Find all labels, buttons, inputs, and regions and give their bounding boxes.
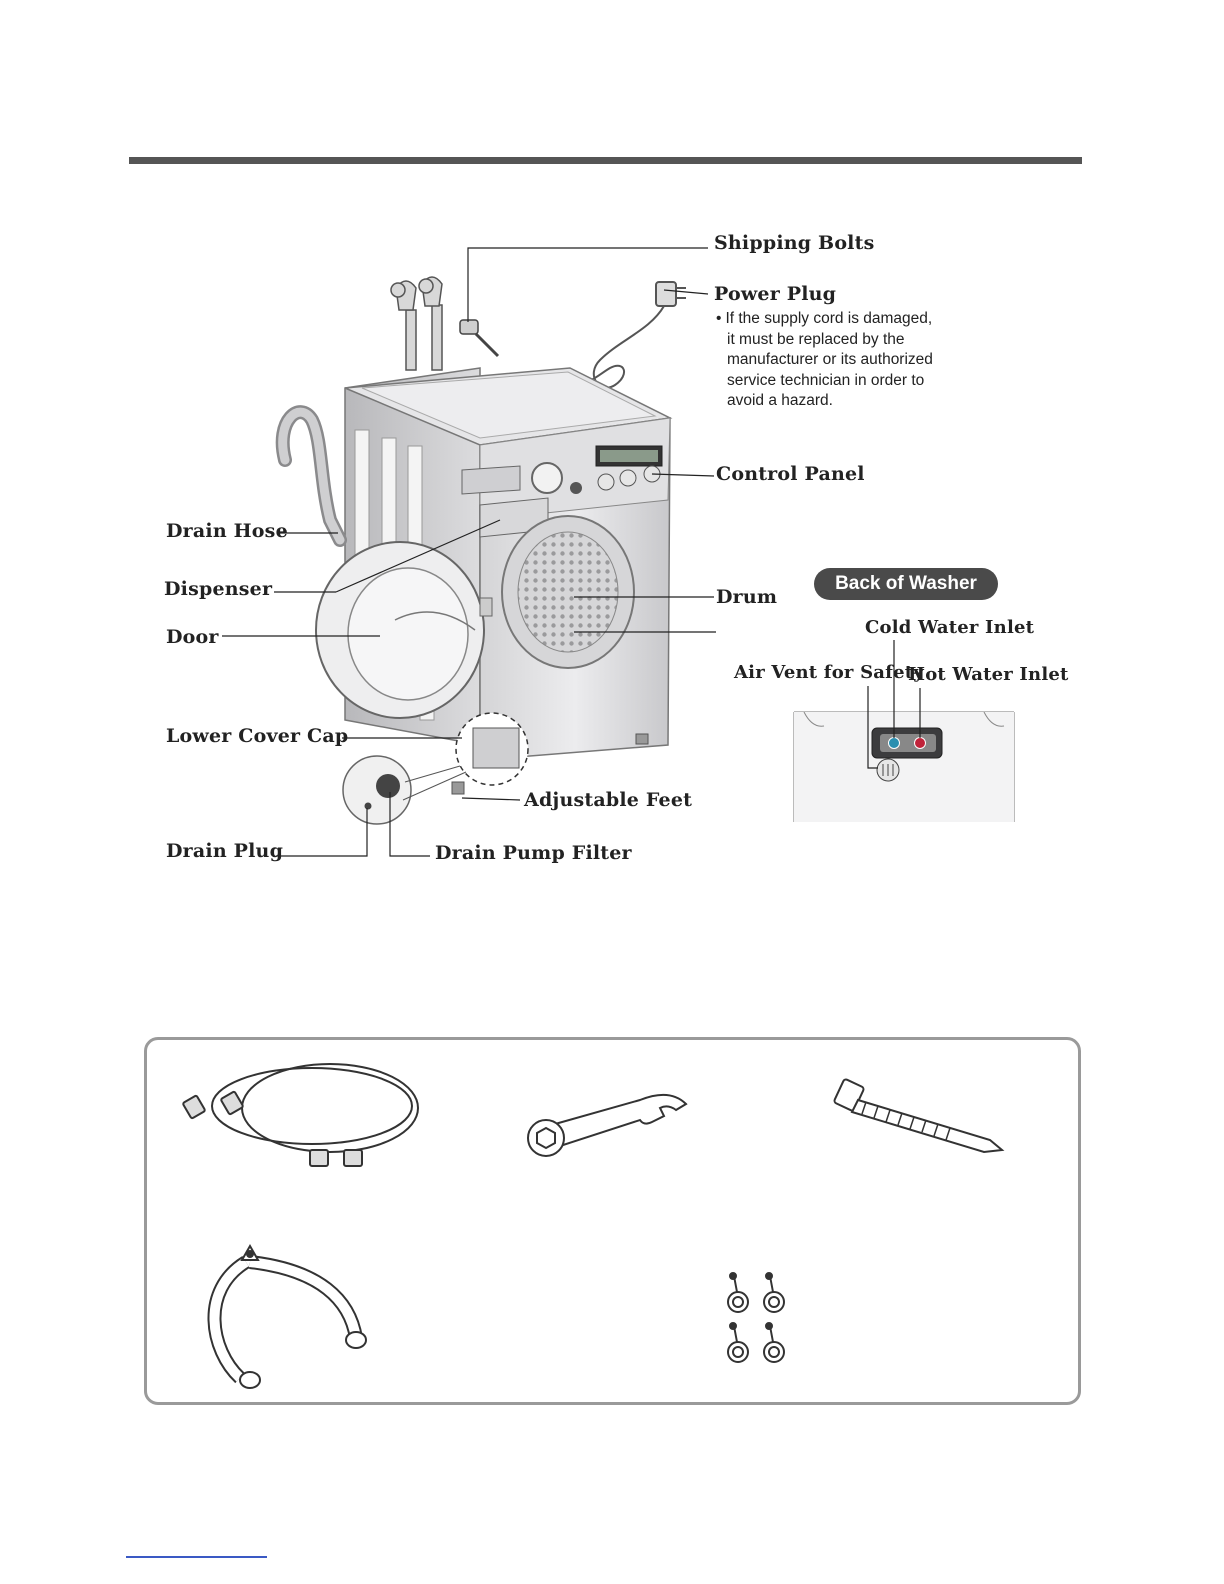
label-drain-plug: Drain Plug [166, 840, 284, 862]
label-dispenser: Dispenser [164, 578, 273, 600]
power-plug-note-line: it must be replaced by the [727, 330, 905, 348]
power-plug-note-line: If the supply cord is damaged, [725, 310, 933, 327]
accessories-box [144, 1037, 1081, 1405]
label-air-vent: Air Vent for Safety [734, 662, 924, 683]
power-plug-note-line: avoid a hazard. [727, 392, 833, 409]
label-hot-water-inlet: Hot Water Inlet [908, 664, 1069, 685]
cold-inlet-dot [889, 738, 900, 749]
label-power-plug: Power Plug [714, 283, 837, 305]
label-control-panel: Control Panel [716, 463, 865, 485]
shipping-bolt-icon [460, 320, 498, 356]
label-adjustable-feet: Adjustable Feet [524, 789, 693, 811]
label-cold-water-inlet: Cold Water Inlet [865, 617, 1035, 638]
label-lower-cover-cap: Lower Cover Cap [166, 725, 349, 747]
power-plug-note: • If the supply cord is damaged, it must be replaced by the manufacturer or its authorized service technician in order to avoid a hazard. [716, 309, 946, 412]
label-drum: Drum [716, 586, 778, 608]
faucets [391, 277, 442, 370]
label-door: Door [166, 626, 219, 648]
label-drain-pump-filter: Drain Pump Filter [435, 842, 632, 864]
back-of-washer-title: Back of Washer [814, 568, 998, 600]
label-shipping-bolts: Shipping Bolts [714, 232, 875, 254]
dispenser-drawer [462, 466, 520, 494]
power-plug-icon [575, 282, 686, 388]
power-plug-note-line: service technician in order to [727, 371, 925, 389]
footer-link-underline [126, 1556, 267, 1558]
label-drain-hose: Drain Hose [166, 520, 288, 542]
control-dial [532, 463, 562, 493]
hot-inlet-dot [915, 738, 926, 749]
power-plug-note-line: manufacturer or its authorized [727, 351, 933, 368]
